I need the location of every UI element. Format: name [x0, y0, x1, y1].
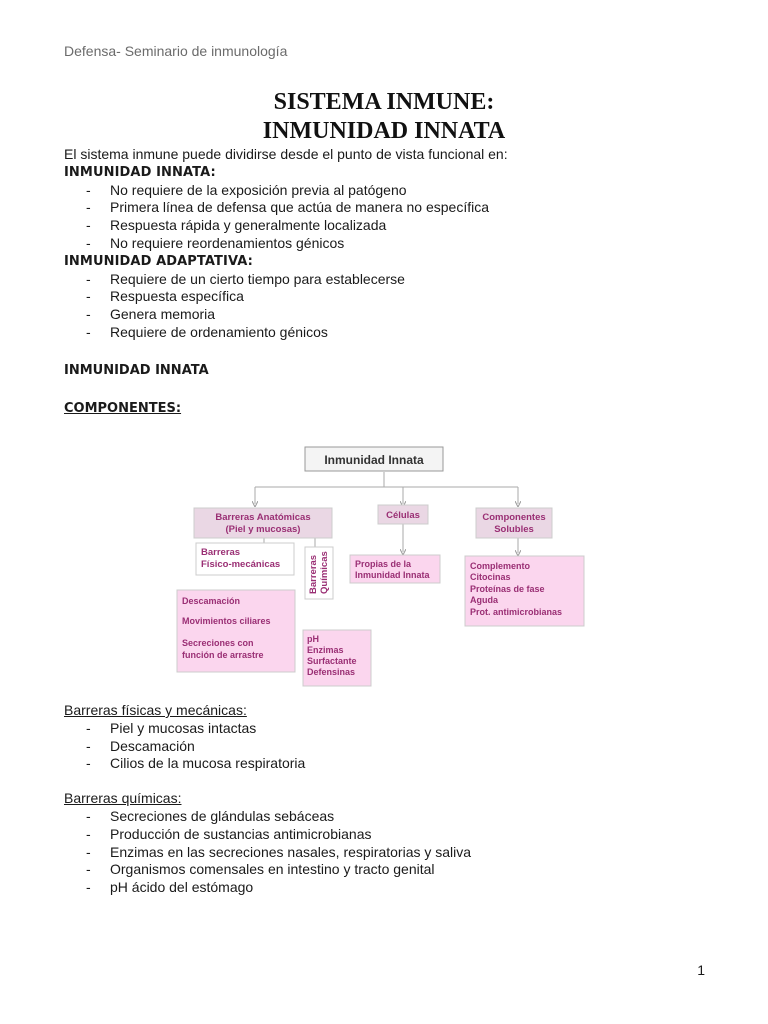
list-item: - Requiere de ordenamiento génicos	[64, 324, 724, 342]
soluble-item: Proteínas de fase	[470, 584, 545, 594]
diagram-root-label: Inmunidad Innata	[324, 453, 424, 467]
list-item: - Enzimas en las secreciones nasales, respiratorias y saliva	[64, 844, 724, 862]
list-item: - Primera línea de defensa que actúa de manera no específica	[64, 199, 724, 217]
title-line-2: INMUNIDAD INNATA	[262, 118, 506, 144]
quimicas-title: Barreras químicas:	[64, 790, 182, 807]
quimica-item: Enzimas	[307, 645, 344, 655]
quimicas-list	[64, 808, 724, 897]
list-item: - Requiere de un cierto tiempo para establecerse	[64, 271, 724, 289]
quimica-item: Surfactante	[307, 656, 357, 666]
soluble-item: Aguda	[470, 595, 498, 605]
list-item: - Piel y mucosas intactas	[64, 720, 724, 738]
list-item: - Genera memoria	[64, 306, 724, 324]
list-item: - Organismos comensales en intestino y tracto genital	[64, 861, 724, 879]
propias-sublabel: Inmunidad Innata	[355, 570, 430, 580]
fisico-mecanicas-sublabel: Físico-mecánicas	[201, 559, 281, 570]
fisico-item: Movimientos ciliares	[182, 616, 271, 626]
document-body	[64, 146, 724, 417]
fisico-item: Descamación	[182, 596, 241, 606]
intro-paragraph: El sistema inmune puede dividirse desde el punto de vista funcional en:	[64, 146, 508, 162]
innata-list	[64, 182, 724, 253]
list-item: - No requiere reordenamientos génicos	[64, 235, 724, 253]
barreras-anatomicas-sublabel: (Piel y mucosas)	[225, 524, 301, 535]
list-item: - Cilios de la mucosa respiratoria	[64, 755, 724, 773]
document-header: Defensa- Seminario de inmunología	[64, 43, 288, 59]
soluble-item: Complemento	[470, 561, 531, 571]
soluble-item: Prot. antimicrobianas	[470, 607, 563, 617]
soluble-item: Citocinas	[470, 572, 511, 582]
diagram-svg	[174, 435, 594, 691]
componentes-solubles-label: Componentes	[482, 512, 546, 523]
list-item: - Producción de sustancias antimicrobianas	[64, 826, 724, 844]
page-number: 1	[697, 962, 705, 978]
components-title: COMPONENTES:	[64, 400, 182, 416]
fisico-mecanicas-label: Barreras	[201, 547, 241, 558]
adaptativa-list	[64, 271, 724, 342]
fisico-item: función de arrastre	[182, 650, 264, 660]
quimica-item: pH	[307, 634, 319, 644]
propias-label: Propias de la	[355, 559, 412, 569]
list-item: - No requiere de la exposición previa al patógeno	[64, 182, 724, 200]
components-diagram	[174, 435, 594, 691]
celulas-label: Células	[386, 510, 420, 521]
fisicas-title: Barreras físicas y mecánicas:	[64, 702, 247, 718]
list-item: - Respuesta rápida y generalmente localizada	[64, 217, 724, 235]
title-line-1: SISTEMA INMUNE:	[273, 89, 495, 115]
barreras-anatomicas-label: Barreras Anatómicas	[215, 512, 311, 523]
barriers-section	[64, 702, 724, 897]
list-item: - pH ácido del estómago	[64, 879, 724, 897]
section-title: INMUNIDAD INNATA	[64, 362, 209, 378]
innata-heading: INMUNIDAD INNATA:	[64, 164, 216, 180]
list-item: - Secreciones de glándulas sebáceas	[64, 808, 724, 826]
adaptativa-heading: INMUNIDAD ADAPTATIVA:	[64, 253, 253, 269]
componentes-solubles-sublabel: Solubles	[494, 524, 534, 535]
list-item: - Respuesta específica	[64, 288, 724, 306]
fisico-item: Secreciones con	[182, 638, 254, 648]
document-title	[0, 88, 768, 146]
quimicas-label: Barreras	[308, 554, 319, 594]
quimica-item: Defensinas	[307, 667, 356, 677]
quimicas-sublabel: Químicas	[319, 551, 330, 594]
fisicas-list	[64, 720, 724, 773]
list-item: - Descamación	[64, 738, 724, 756]
